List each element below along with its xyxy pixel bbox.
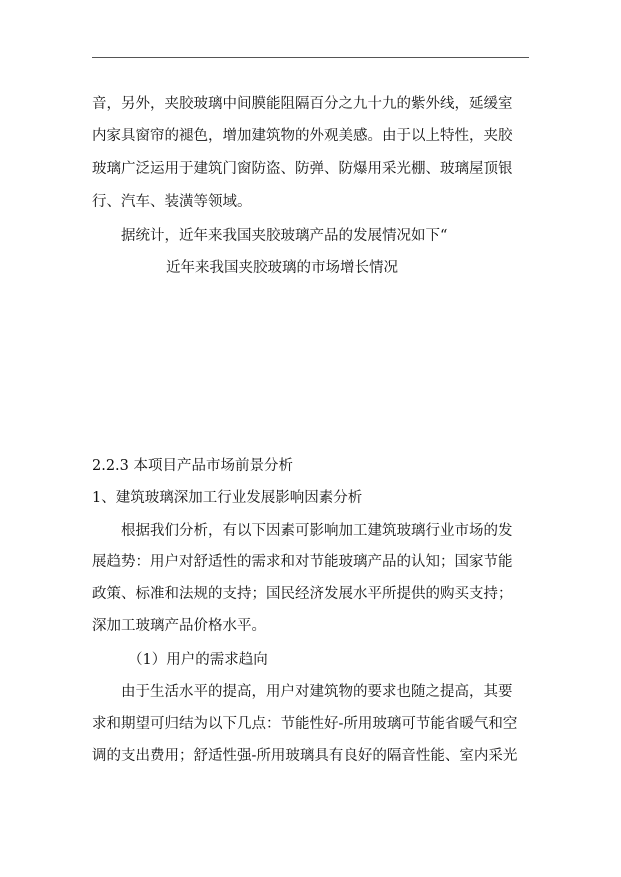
header-rule	[92, 57, 529, 58]
body-line-2: 内家具窗帘的褪色，增加建筑物的外观美感。由于以上特性，夹胶	[92, 128, 513, 144]
subsection-heading: 1、建筑玻璃深加工行业发展影响因素分析	[92, 490, 363, 506]
section-heading: 2.2.3 本项目产品市场前景分析	[92, 458, 294, 474]
body-line-3: 玻璃广泛运用于建筑门窗防盗、防弹、防爆用采光棚、玻璃屋顶银	[92, 161, 513, 177]
body-line-7: 展趋势：用户对舒适性的需求和对节能玻璃产品的认知；国家节能	[92, 554, 513, 570]
body-line-5: 据统计，近年来我国夹胶玻璃产品的发展情况如下“	[121, 228, 448, 244]
body-line-4: 行、汽车、装潢等领域。	[92, 194, 252, 210]
body-line-8: 政策、标准和法规的支持；国民经济发展水平所提供的购买支持；	[92, 586, 513, 602]
body-line-9: 深加工玻璃产品价格水平。	[92, 618, 266, 634]
body-line-11: 求和期望可归结为以下几点：节能性好-所用玻璃可节能省暖气和空	[92, 716, 518, 732]
chart-caption: 近年来我国夹胶玻璃的市场增长情况	[166, 260, 398, 276]
body-line-1: 音，另外，夹胶玻璃中间膜能阻隔百分之九十九的紫外线，延缓室	[92, 96, 513, 112]
body-line-10: 由于生活水平的提高，用户对建筑物的要求也随之提高，其要	[121, 684, 513, 700]
body-line-12: 调的支出费用；舒适性强-所用玻璃具有良好的隔音性能、室内采光	[92, 748, 518, 764]
body-line-6: 根据我们分析，有以下因素可影响加工建筑玻璃行业市场的发	[121, 523, 513, 539]
list-heading: （1）用户的需求趋向	[128, 652, 268, 668]
